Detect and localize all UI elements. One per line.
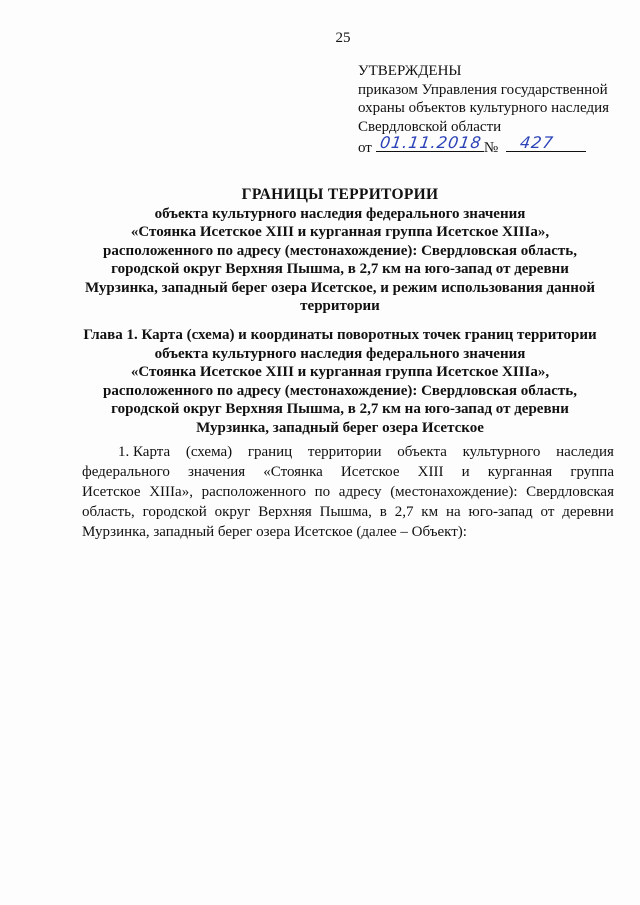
paragraph-word: Исетское bbox=[82, 484, 141, 500]
paragraph-word: Свердловская bbox=[526, 484, 614, 500]
approval-line-1: приказом Управления государственной bbox=[358, 81, 608, 98]
paragraph-word: от bbox=[540, 504, 555, 520]
body-paragraph bbox=[82, 442, 614, 542]
chapter-line-1: Глава 1. Карта (схема) и координаты поворотных точек границ территории bbox=[83, 327, 597, 343]
paragraph-word: км bbox=[421, 504, 439, 520]
approval-line-3: Свердловской области bbox=[358, 118, 502, 135]
paragraph-word: Исетское bbox=[340, 464, 400, 480]
title-line-3: расположенного по адресу (местонахождение): Свердловская область, bbox=[103, 242, 577, 259]
chapter-heading bbox=[70, 326, 610, 437]
paragraph-word: 2,7 bbox=[394, 504, 414, 520]
paragraph-word: XIIIа», bbox=[149, 484, 193, 500]
approval-stamp-block bbox=[358, 62, 628, 158]
paragraph-word: деревни bbox=[562, 504, 614, 520]
title-line-4: городской округ Верхняя Пышма, в 2,7 км на юго-запад от деревни bbox=[111, 261, 569, 277]
paragraph-word: культурного bbox=[462, 444, 541, 460]
paragraph-word: Пышма, bbox=[319, 504, 372, 520]
paragraph-word: наследия bbox=[556, 444, 614, 460]
paragraph-word: область, bbox=[82, 504, 135, 520]
paragraph-word: (схема) bbox=[185, 444, 233, 460]
title-main: ГРАНИЦЫ ТЕРРИТОРИИ bbox=[241, 186, 439, 203]
chapter-line-2: объекта культурного наследия федерального значения bbox=[154, 345, 526, 362]
paragraph-word: округ bbox=[214, 504, 251, 520]
paragraph-word: в bbox=[379, 504, 387, 520]
paragraph-word: по bbox=[314, 484, 331, 500]
document-title bbox=[70, 186, 610, 316]
paragraph-word: расположенного bbox=[201, 484, 306, 500]
paragraph-line bbox=[82, 482, 614, 502]
chapter-line-4: расположенного по адресу (местонахождение): Свердловская область, bbox=[103, 382, 577, 399]
paragraph-word: на bbox=[445, 504, 461, 520]
number-label: № bbox=[483, 140, 499, 156]
title-line-6: территории bbox=[300, 298, 380, 314]
title-line-1: объекта культурного наследия федерального значения bbox=[154, 205, 526, 222]
chapter-line-6: Мурзинка, западный берег озера Исетское bbox=[196, 419, 484, 436]
handwritten-number: 427 bbox=[518, 132, 556, 152]
paragraph-line bbox=[82, 502, 614, 522]
paragraph-word: 1. Карта bbox=[118, 444, 171, 460]
paragraph-word: адресу bbox=[338, 484, 382, 500]
chapter-line-5: городской округ Верхняя Пышма, в 2,7 км на юго-запад от деревни bbox=[111, 401, 569, 417]
paragraph-line-last: Мурзинка, западный берег озера Исетское (далее – Объект): bbox=[82, 524, 467, 540]
paragraph-word: юго-запад bbox=[468, 504, 533, 520]
from-label: от bbox=[358, 140, 372, 156]
paragraph-word: территории bbox=[307, 444, 382, 460]
paragraph-word: границ bbox=[247, 444, 293, 460]
paragraph-line bbox=[82, 462, 614, 482]
paragraph-word: объекта bbox=[397, 444, 447, 460]
title-line-5: Мурзинка, западный берег озера Исетское, и режим использования данной bbox=[84, 279, 596, 296]
paragraph-word: городской bbox=[142, 504, 207, 520]
paragraph-word: федерального bbox=[82, 464, 170, 480]
page-number: 25 bbox=[335, 30, 351, 46]
number-field bbox=[506, 132, 586, 152]
approval-line-2: охраны объектов культурного наследия bbox=[358, 100, 610, 116]
paragraph-word: значения bbox=[188, 464, 246, 480]
paragraph-word: «Стоянка bbox=[263, 464, 323, 480]
paragraph-word: группа bbox=[570, 464, 614, 480]
chapter-line-3: «Стоянка Исетское XIII и курганная группа Исетское XIIIа», bbox=[130, 364, 550, 380]
paragraph-word: (местонахождение): bbox=[390, 484, 518, 500]
title-line-2: «Стоянка Исетское XIII и курганная группа Исетское XIIIа», bbox=[130, 224, 550, 240]
paragraph-word: и bbox=[461, 464, 470, 480]
handwritten-date: 01.11.2018 bbox=[378, 132, 483, 152]
paragraph-word: XIII bbox=[417, 464, 444, 480]
paragraph-line bbox=[82, 442, 614, 462]
date-field bbox=[376, 132, 484, 152]
approval-heading: УТВЕРЖДЕНЫ bbox=[358, 63, 462, 79]
paragraph-word: курганная bbox=[487, 464, 553, 480]
paragraph-word: Верхняя bbox=[258, 504, 312, 520]
approval-date-number-line bbox=[358, 132, 628, 158]
